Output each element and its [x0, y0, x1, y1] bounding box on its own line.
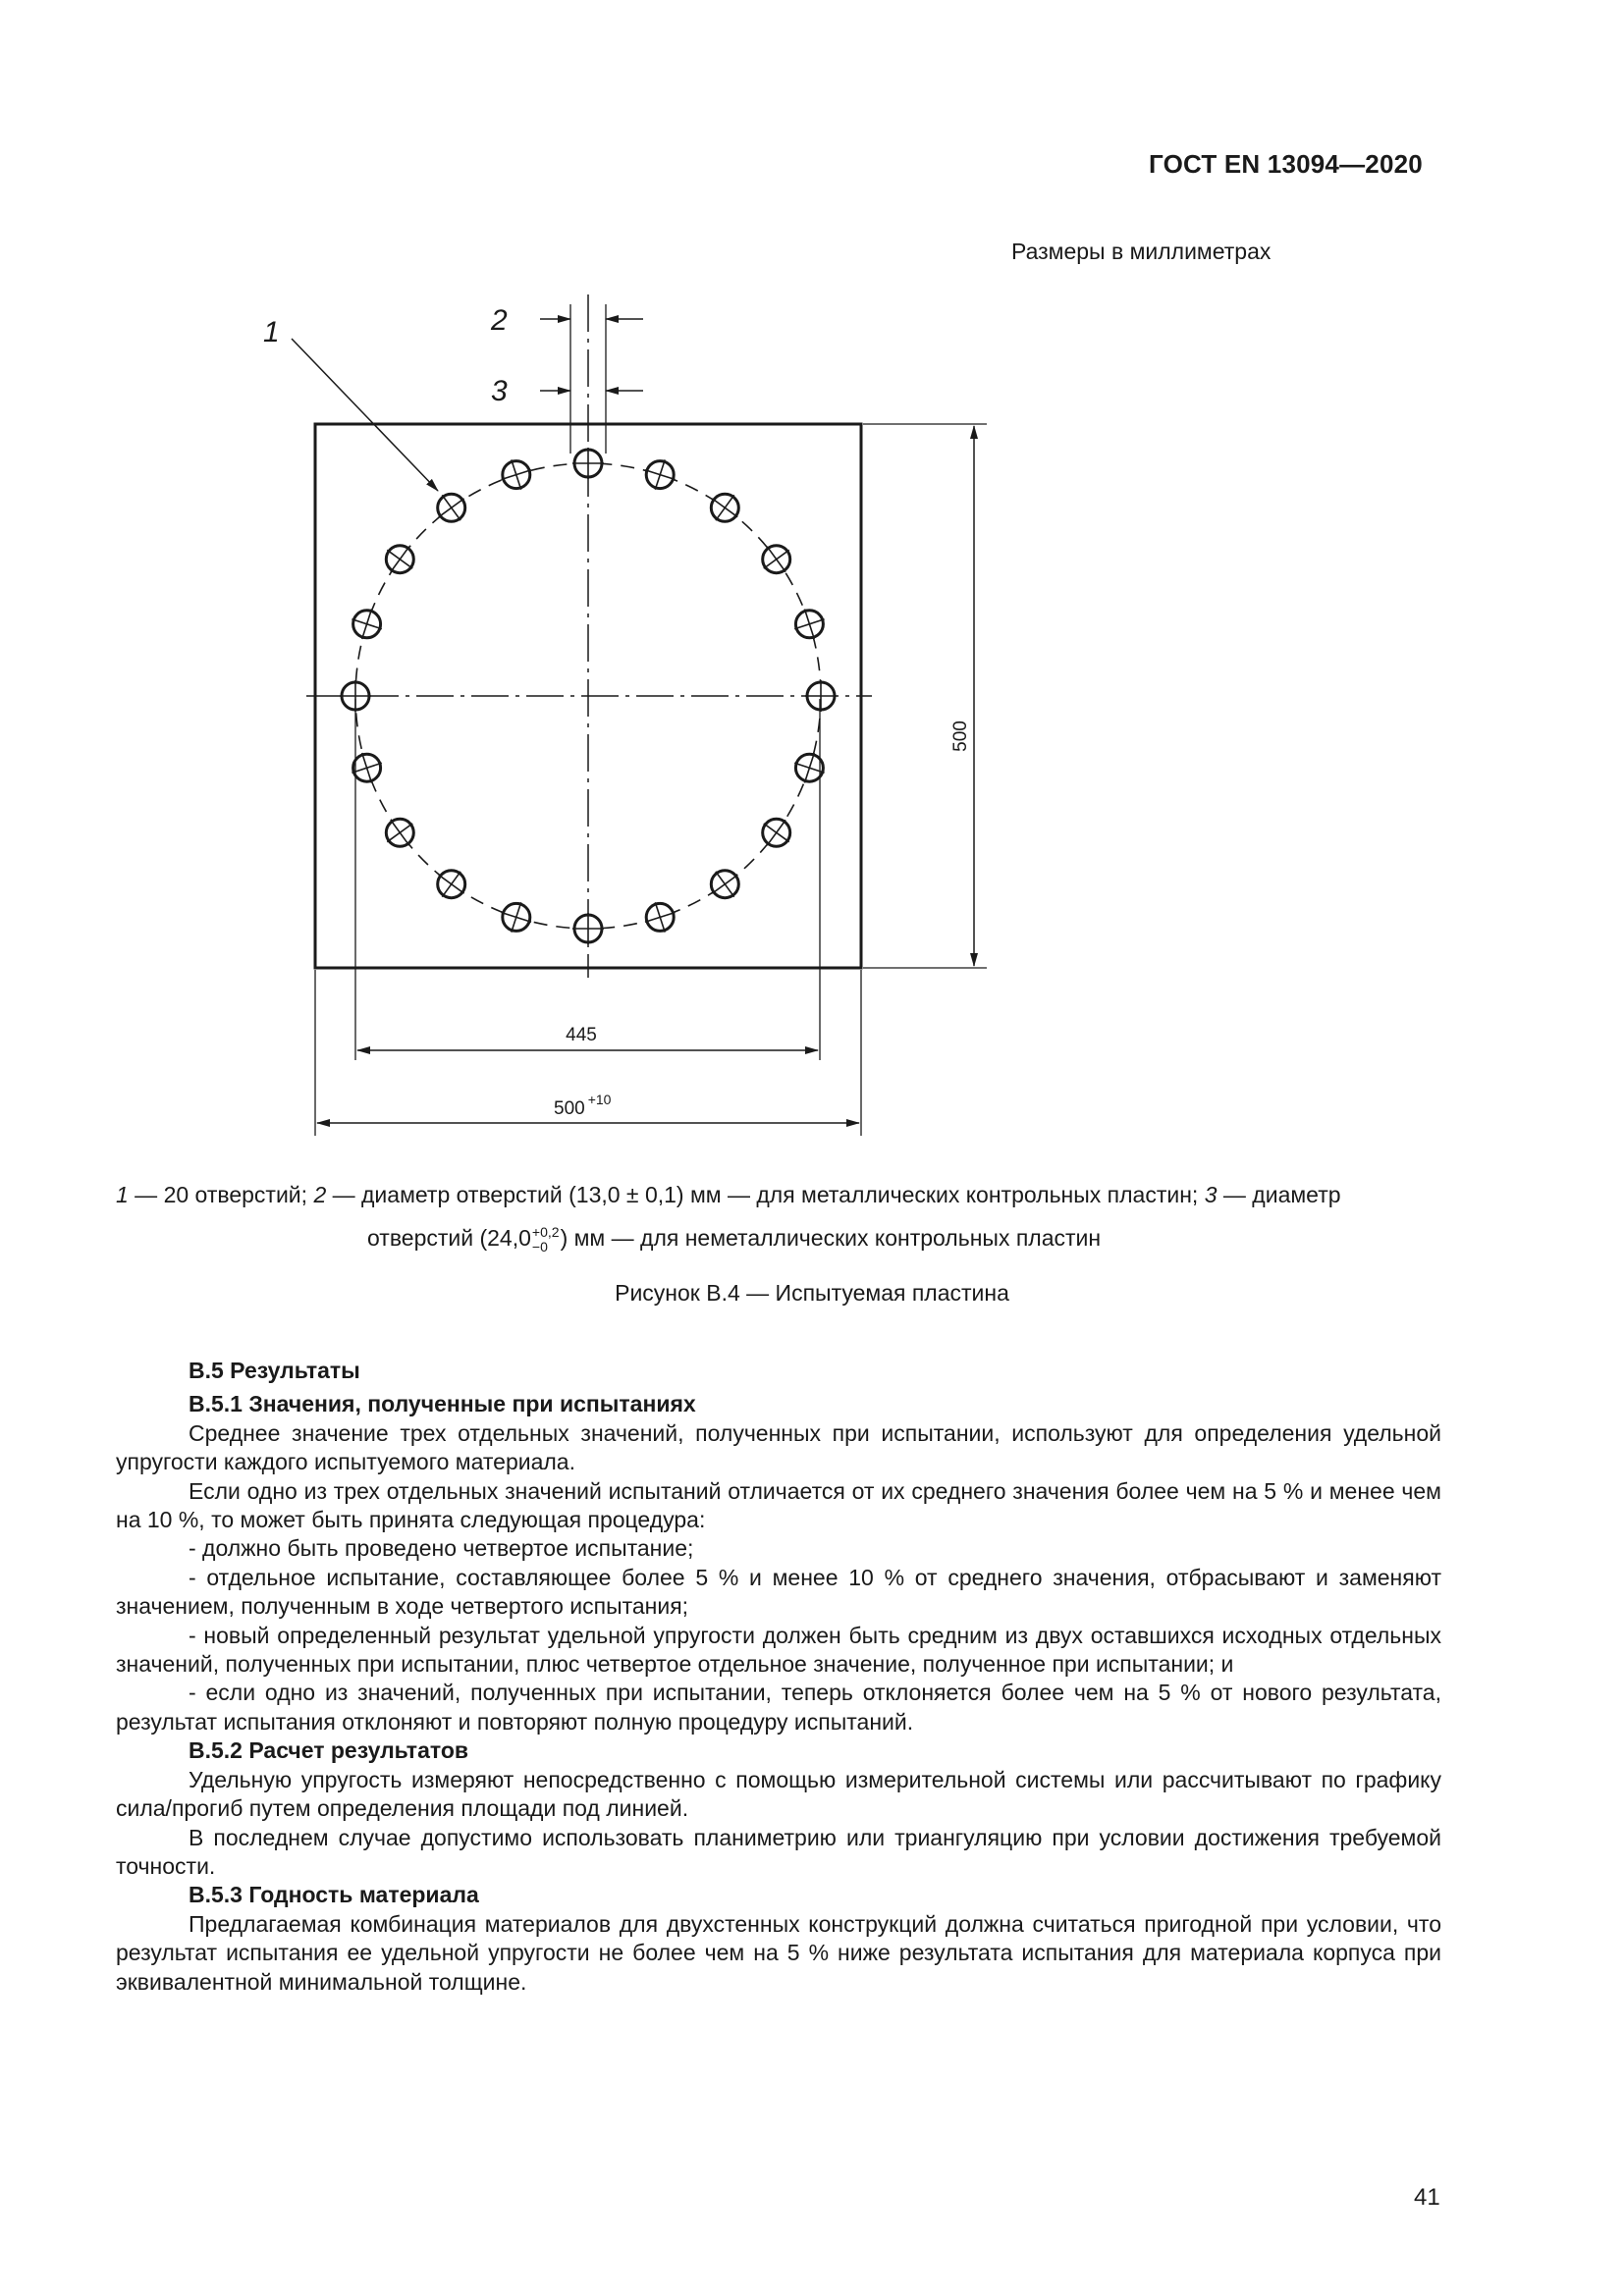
- inner-width-label: 445: [566, 1025, 597, 1045]
- callout-3-label: 3: [491, 375, 508, 407]
- legend-line-2: [116, 1216, 1441, 1259]
- tolerance-upper: +0,2: [531, 1223, 560, 1240]
- tolerance-lower: −0: [531, 1238, 548, 1255]
- legend-text-2: — диаметр отверстий (13,0 ± 0,1) мм — для металлических контрольных пластин;: [326, 1182, 1205, 1207]
- hole-13: [438, 871, 465, 898]
- outer-width-label: 500 $^{+10}$: [554, 1092, 612, 1119]
- units-note: Размеры в миллиметрах: [1011, 239, 1272, 264]
- legend-text-1: — 20 отверстий;: [128, 1182, 314, 1207]
- hole-12: [502, 902, 532, 932]
- callout-1-label: 1: [263, 316, 280, 348]
- b53-paragraph-1: Предлагаемая комбинация материалов для двухстенных конструкций должна считаться пригодной при условии, что результат испытания ее удельной упругости не более чем на 5 % ниже результата испытания для материала корпуса при эквивалентной минимальной толщине.: [116, 1910, 1441, 1995]
- height-dimension-label: 500: [950, 721, 971, 752]
- callout-2-label: 2: [491, 304, 508, 337]
- hole-1: [572, 448, 604, 479]
- hole-18: [386, 546, 413, 573]
- section-b53-heading: B.5.3 Годность материала: [189, 1882, 479, 1908]
- results-section: [116, 1357, 1441, 1997]
- section-b5-heading: B.5 Результаты: [189, 1358, 360, 1383]
- section-b52-heading: B.5.2 Расчет результатов: [189, 1737, 469, 1764]
- legend-key-1: 1: [116, 1182, 129, 1207]
- legend-text-4: отверстий: [367, 1225, 480, 1251]
- hole-2: [645, 459, 676, 489]
- legend-key-2: 2: [313, 1182, 327, 1207]
- b52-paragraph-1: Удельную упругость измеряют непосредственно с помощью измерительной системы или рассчитывают по графику сила/прогиб путем определения площади под линией.: [116, 1766, 1441, 1822]
- hole-15: [352, 753, 381, 783]
- hole-14: [386, 819, 413, 846]
- legend-text-3: — диаметр: [1217, 1182, 1341, 1207]
- legend-tolerance-base: (24,0: [479, 1225, 531, 1251]
- hole-10: [645, 902, 676, 932]
- hole-6: [805, 680, 837, 712]
- b52-paragraph-2: В последнем случае допустимо использовать планиметрию или триангуляцию при условии достижения требуемой точности.: [116, 1824, 1441, 1879]
- figure-caption: Рисунок B.4 — Испытуемая пластина: [615, 1280, 1009, 1306]
- legend-tolerance: [532, 1225, 560, 1255]
- legend-tolerance-close: ): [560, 1225, 568, 1251]
- section-b51-heading: B.5.1 Значения, полученные при испытаниях: [189, 1391, 696, 1417]
- hole-8: [763, 819, 790, 846]
- hole-4: [763, 546, 790, 573]
- hole-19: [438, 494, 465, 521]
- b51-paragraph-1: Среднее значение трех отдельных значений, полученных при испытании, используют для определения удельной упругости каждого испытуемого материала.: [116, 1419, 1441, 1475]
- page-number: 41: [1414, 2184, 1440, 2211]
- b51-list-item-4: - если одно из значений, полученных при испытании, теперь отклоняется более чем на 5 % от нового результата, результат испытания отклоняют и повторяют полную процедуру испытаний.: [116, 1680, 1441, 1735]
- hole-5: [794, 610, 824, 640]
- figure-legend: [116, 1173, 1441, 1259]
- legend-key-3: 3: [1204, 1182, 1218, 1207]
- b51-list-item-2: - отдельное испытание, составляющее более 5 % и менее 10 % от среднего значения, отбрасывают и заменяют значением, полученным в ходе четвертого испытания;: [116, 1564, 1441, 1620]
- b51-list-item-1: - должно быть проведено четвертое испытание;: [189, 1535, 694, 1562]
- hole-3: [711, 494, 738, 521]
- hole-20: [502, 459, 532, 489]
- b51-paragraph-2: Если одно из трех отдельных значений испытаний отличается от их среднего значения более чем на 5 % и менее чем на 10 %, то может быть принята следующая процедура:: [116, 1477, 1441, 1533]
- hole-17: [352, 610, 381, 640]
- b51-list-item-3: - новый определенный результат удельной упругости должен быть средним из двух оставшихся исходных отдельных значений, полученных при испытании, плюс четвертое отдельное значение, полученное при испытании; и: [116, 1622, 1441, 1678]
- callout-1-leader: [292, 339, 438, 491]
- standard-code: ГОСТ EN 13094—2020: [1149, 149, 1423, 179]
- hole-11: [572, 913, 604, 944]
- legend-line-1: [116, 1173, 1441, 1216]
- hole-9: [711, 871, 738, 898]
- legend-text-5: мм — для неметаллических контрольных пластин: [568, 1225, 1102, 1251]
